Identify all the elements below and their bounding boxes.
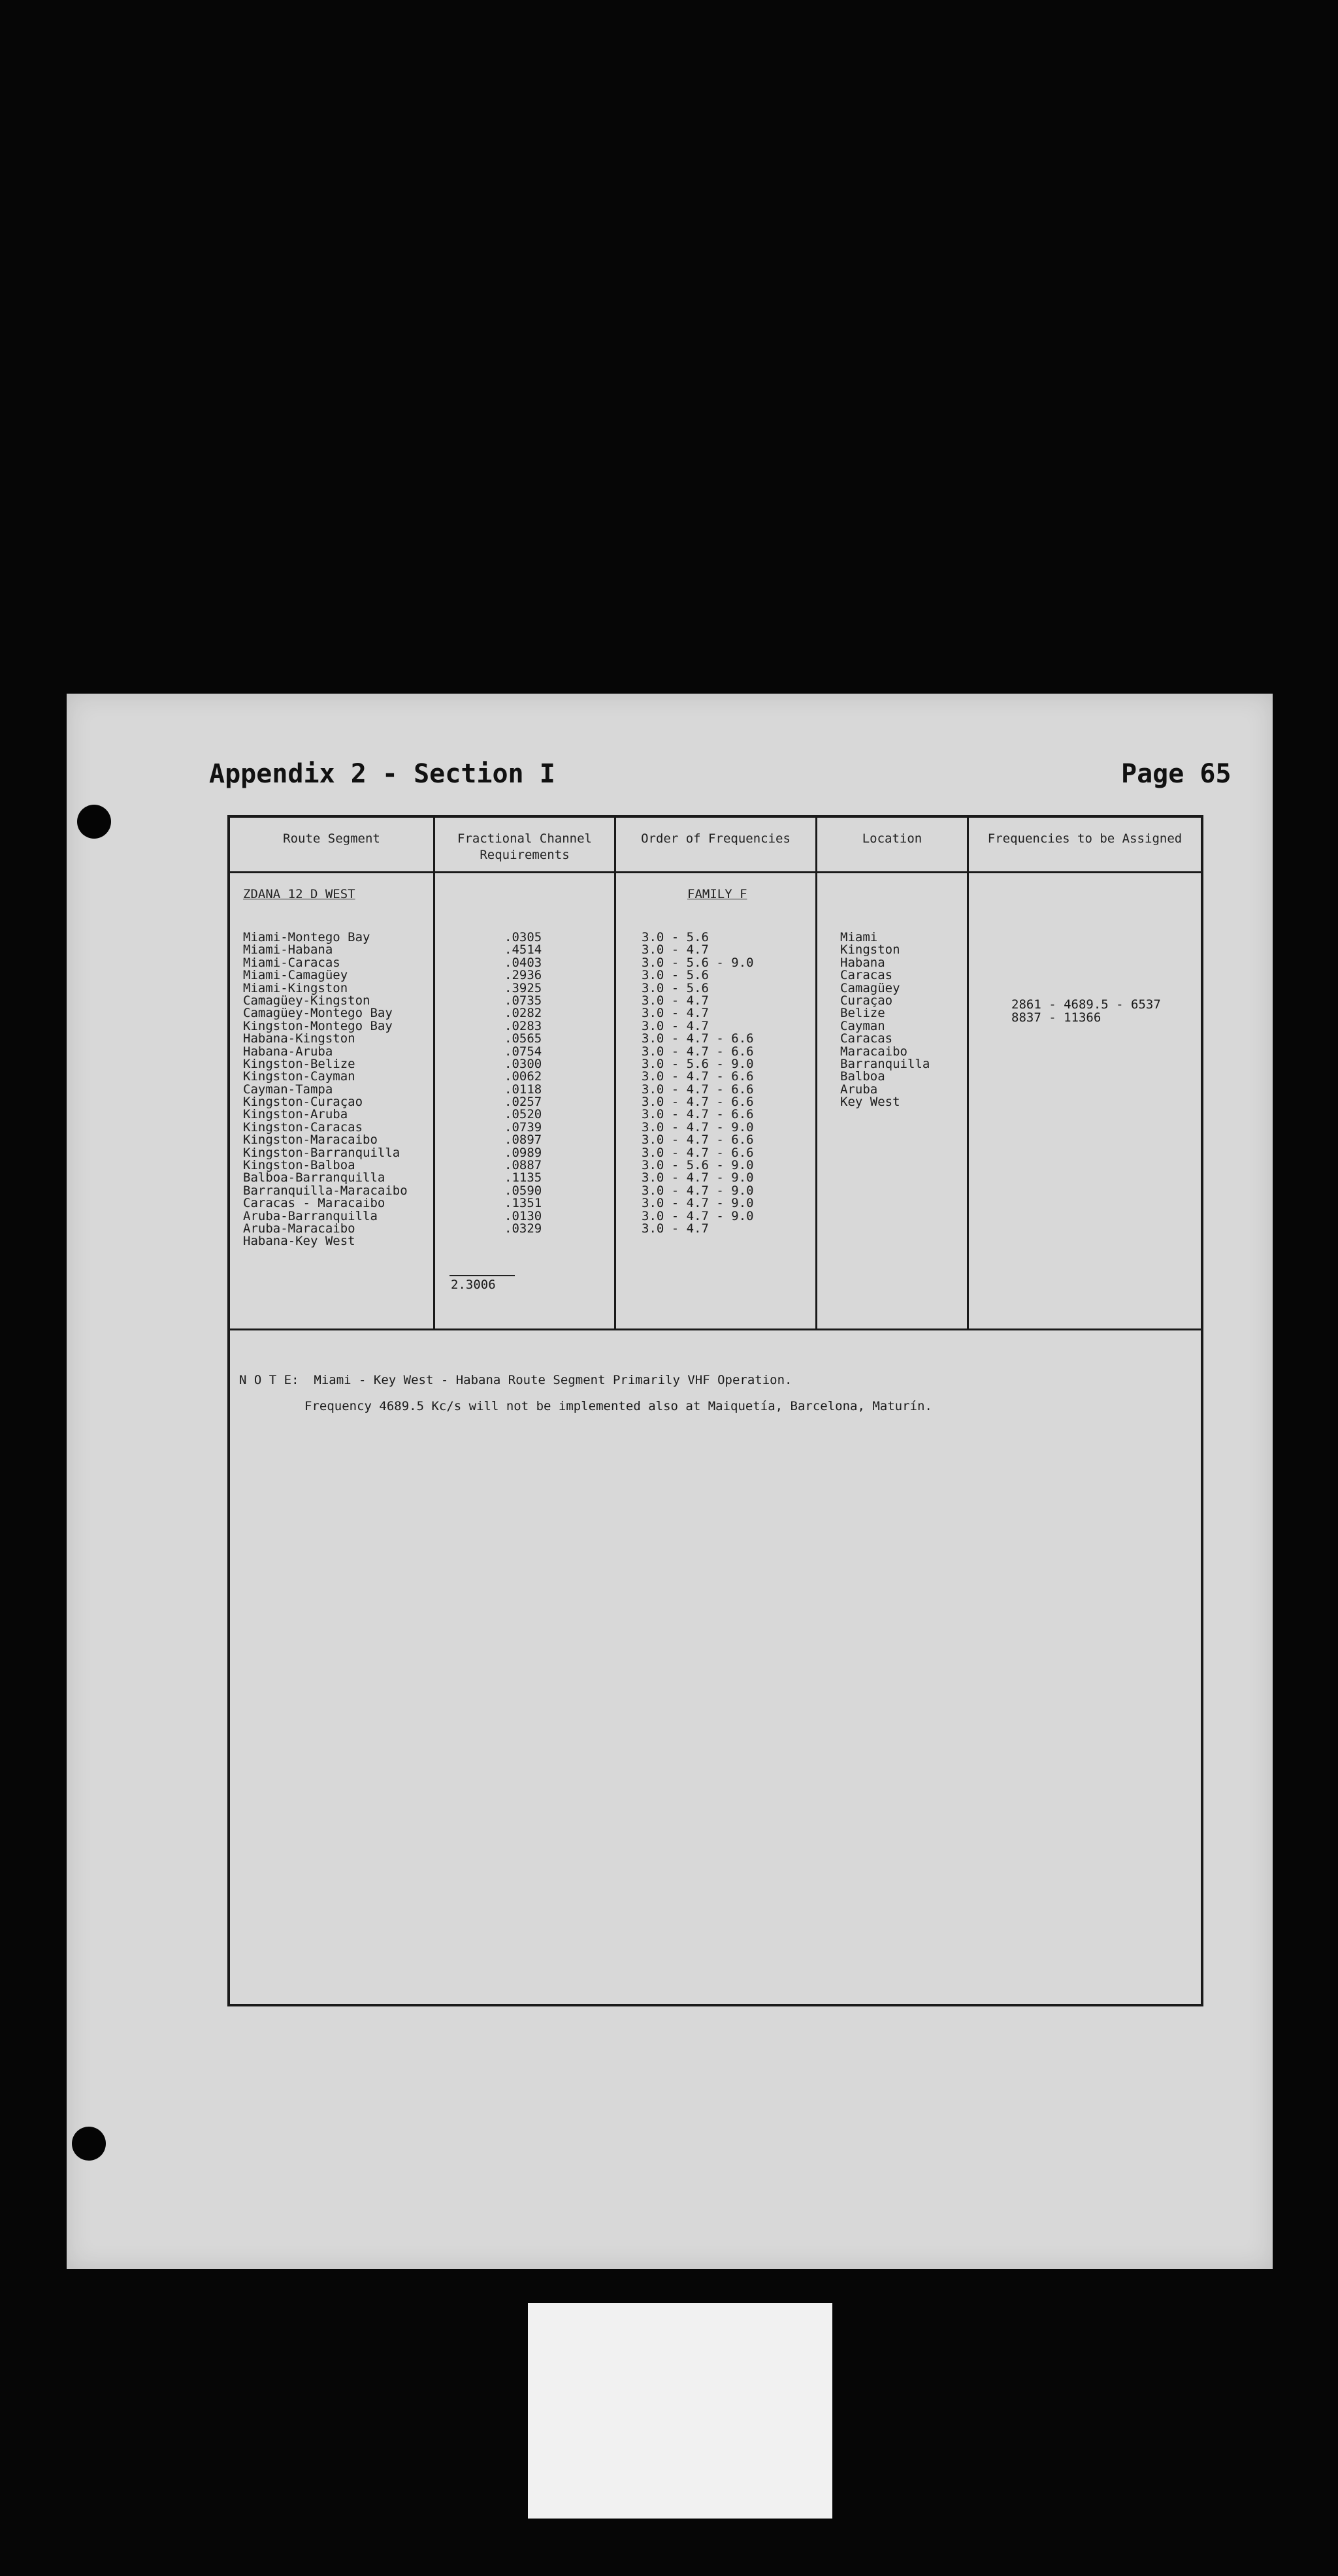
fraction-cell: .0300 [504, 1056, 542, 1071]
location-cell [840, 1185, 930, 1197]
route-segment-cell: Kingston-Barranquilla [243, 1145, 400, 1160]
order-of-frequencies-cell: 3.0 - 4.7 - 6.6 [642, 1082, 754, 1097]
col-divider-2 [614, 815, 616, 1330]
order-of-frequencies-cell: 3.0 - 4.7 - 6.6 [642, 1069, 754, 1084]
order-of-frequencies-cell: 3.0 - 4.7 - 6.6 [642, 1107, 754, 1122]
fraction-cell: .1351 [504, 1196, 542, 1211]
note-line-2: Frequency 4689.5 Kc/s will not be implemented also at Maiquetía, Barcelona, Maturín. [304, 1399, 932, 1413]
fraction-cell: .0520 [504, 1107, 542, 1122]
fraction-cell: .0305 [504, 930, 542, 944]
route-segment-cell: Miami-Montego Bay [243, 930, 370, 944]
route-segment-cell: Balboa-Barranquilla [243, 1170, 385, 1185]
location-cell: Aruba [840, 1082, 878, 1097]
fraction-cell: .0282 [504, 1006, 542, 1021]
location-cell [840, 1134, 930, 1146]
page-number: Page 65 [1121, 759, 1232, 789]
location-cell [840, 1197, 930, 1210]
order-of-frequencies-cell [642, 1235, 754, 1248]
order-of-frequencies-cell: 3.0 - 4.7 [642, 1006, 709, 1021]
order-of-frequencies-cell: 3.0 - 5.6 [642, 980, 709, 995]
order-of-frequencies-cell: 3.0 - 4.7 - 9.0 [642, 1183, 754, 1198]
order-of-frequencies-cell: 3.0 - 4.7 - 6.6 [642, 1044, 754, 1059]
location-column [840, 931, 930, 1248]
fraction-cell: .0989 [504, 1145, 542, 1160]
note-line-1: N O T E: Miami - Key West - Habana Route Segment Primarily VHF Operation. [239, 1373, 792, 1387]
fraction-cell: .0739 [504, 1119, 542, 1135]
location-cell: Habana [840, 955, 885, 970]
order-of-frequencies-cell: 3.0 - 4.7 - 6.6 [642, 1095, 754, 1110]
order-of-frequencies-cell: 3.0 - 4.7 - 9.0 [642, 1119, 754, 1135]
appendix-title: Appendix 2 - Section I [209, 759, 555, 789]
fraction-cell: .0329 [504, 1221, 542, 1236]
location-cell: Kingston [840, 942, 900, 958]
fraction-cell [504, 1235, 542, 1248]
route-segment-cell: Kingston-Maracaibo [243, 1133, 378, 1148]
route-segment-cell: Miami-Habana [243, 942, 333, 958]
location-cell: Barranquilla [840, 1056, 930, 1071]
location-cell [840, 1108, 930, 1121]
location-cell: Caracas [840, 1031, 893, 1046]
location-cell [840, 1121, 930, 1134]
location-cell: Camagüey [840, 980, 900, 995]
header-divider [227, 871, 1203, 873]
fraction-cell: .0735 [504, 993, 542, 1008]
route-segment-cell: Kingston-Curaçao [243, 1095, 363, 1110]
route-segment-cell: Kingston-Aruba [243, 1107, 348, 1122]
route-segment-column [243, 931, 408, 1248]
route-segment-cell: Kingston-Montego Bay [243, 1018, 393, 1033]
order-of-frequencies-cell: 3.0 - 4.7 [642, 942, 709, 958]
col-divider-3 [815, 815, 817, 1330]
route-segment-cell: Camagüey-Kingston [243, 993, 370, 1008]
fraction-cell: .0887 [504, 1158, 542, 1173]
route-segment-cell: Kingston-Belize [243, 1056, 355, 1071]
col-divider-4 [967, 815, 969, 1330]
route-segment-cell: Habana-Key West [243, 1234, 355, 1249]
location-cell [840, 1159, 930, 1172]
fraction-cell: .0118 [504, 1082, 542, 1097]
route-segment-cell: Miami-Camagüey [243, 968, 348, 983]
punch-hole-bottom [72, 2127, 106, 2161]
route-segment-cell: Miami-Caracas [243, 955, 340, 970]
fraction-cell: .0897 [504, 1133, 542, 1148]
total-rule [449, 1275, 515, 1276]
family-header: FAMILY F [687, 887, 747, 901]
location-cell: Miami [840, 930, 878, 944]
order-of-frequencies-cell: 3.0 - 4.7 - 6.6 [642, 1031, 754, 1046]
fraction-cell: .0257 [504, 1095, 542, 1110]
location-cell: Curaçao [840, 993, 893, 1008]
fraction-cell: .0130 [504, 1208, 542, 1223]
route-segment-cell: Kingston-Caracas [243, 1119, 363, 1135]
location-cell [840, 1235, 930, 1248]
location-cell: Cayman [840, 1018, 885, 1033]
route-segment-cell: Barranquilla-Maracaibo [243, 1183, 408, 1198]
col-header-assigned: Frequencies to be Assigned [987, 831, 1183, 846]
route-segment-cell: Habana-Kingston [243, 1031, 355, 1046]
location-cell [840, 1223, 930, 1235]
order-of-frequencies-cell: 3.0 - 5.6 - 9.0 [642, 955, 754, 970]
fraction-column [504, 931, 542, 1248]
route-segment-cell: Miami-Kingston [243, 980, 348, 995]
table-bottom-divider [227, 1328, 1203, 1330]
location-cell: Belize [840, 1006, 885, 1021]
order-of-frequencies-cell: 3.0 - 5.6 [642, 930, 709, 944]
fraction-cell: .0403 [504, 955, 542, 970]
order-of-frequencies-cell: 3.0 - 5.6 - 9.0 [642, 1056, 754, 1071]
fraction-cell: .1135 [504, 1170, 542, 1185]
route-segment-cell: Caracas - Maracaibo [243, 1196, 385, 1211]
order-of-frequencies-cell: 3.0 - 4.7 - 9.0 [642, 1208, 754, 1223]
route-segment-cell: Kingston-Balboa [243, 1158, 355, 1173]
fraction-cell: .0754 [504, 1044, 542, 1059]
frequencies-assigned: 2861 - 4689.5 - 6537 8837 - 11366 [1011, 997, 1161, 1025]
route-segment-cell: Habana-Aruba [243, 1044, 333, 1059]
location-cell [840, 1147, 930, 1159]
route-segment-cell: Aruba-Maracaibo [243, 1221, 355, 1236]
order-of-frequencies-cell: 3.0 - 4.7 - 6.6 [642, 1133, 754, 1148]
order-of-frequencies-cell: 3.0 - 4.7 [642, 993, 709, 1008]
location-cell: Key West [840, 1095, 900, 1110]
col-header-order: Order of Frequencies [641, 831, 791, 846]
fraction-cell: .3925 [504, 980, 542, 995]
route-group-header: ZDANA 12 D WEST [243, 887, 355, 901]
col-header-route-segment: Route Segment [283, 831, 380, 846]
order-of-frequencies-cell: 3.0 - 4.7 [642, 1018, 709, 1033]
order-of-frequencies-cell: 3.0 - 5.6 - 9.0 [642, 1158, 754, 1173]
fraction-cell: .0062 [504, 1069, 542, 1084]
fraction-cell: .4514 [504, 942, 542, 958]
route-segment-cell: Aruba-Barranquilla [243, 1208, 378, 1223]
fraction-total: 2.3006 [451, 1278, 496, 1292]
blank-card [528, 2303, 832, 2519]
location-cell: Caracas [840, 968, 893, 983]
order-of-frequencies-cell: 3.0 - 4.7 - 9.0 [642, 1196, 754, 1211]
route-segment-cell: Kingston-Cayman [243, 1069, 355, 1084]
fraction-cell: .0590 [504, 1183, 542, 1198]
col-divider-1 [433, 815, 435, 1330]
order-column [642, 931, 754, 1248]
location-cell [840, 1172, 930, 1184]
route-segment-cell: Camagüey-Montego Bay [243, 1006, 393, 1021]
fraction-cell: .0283 [504, 1018, 542, 1033]
col-header-location: Location [862, 831, 922, 846]
punch-hole-top [77, 805, 111, 839]
col-header-fractional: Fractional Channel Requirements [457, 831, 592, 862]
fraction-cell: .2936 [504, 968, 542, 983]
location-cell: Maracaibo [840, 1044, 907, 1059]
location-cell: Balboa [840, 1069, 885, 1084]
order-of-frequencies-cell: 3.0 - 4.7 - 9.0 [642, 1170, 754, 1185]
order-of-frequencies-cell: 3.0 - 4.7 [642, 1221, 709, 1236]
fraction-cell: .0565 [504, 1031, 542, 1046]
order-of-frequencies-cell: 3.0 - 4.7 - 6.6 [642, 1145, 754, 1160]
location-cell [840, 1210, 930, 1223]
order-of-frequencies-cell: 3.0 - 5.6 [642, 968, 709, 983]
route-segment-cell: Cayman-Tampa [243, 1082, 333, 1097]
